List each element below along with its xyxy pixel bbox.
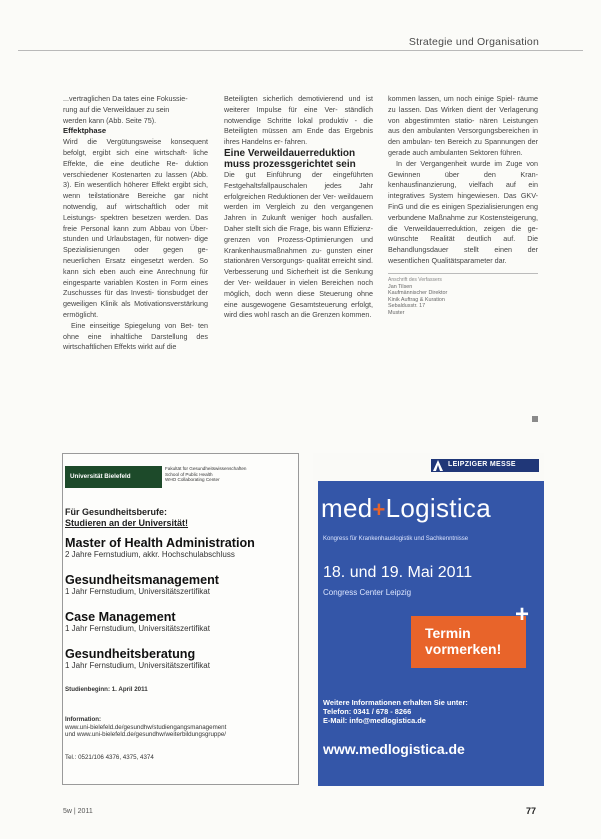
logo-med: med <box>321 493 373 523</box>
cta-line-1: Termin <box>425 625 471 641</box>
author-line: Kinik Auftrag & Kuration <box>388 296 445 303</box>
contact-phone: Telefon: 0341 / 678 - 8266 <box>323 707 412 716</box>
program-title: Master of Health Administration <box>65 536 255 550</box>
logo-logistica: Logistica <box>385 493 491 523</box>
event-website[interactable]: www.medlogistica.de <box>323 741 465 757</box>
medlogistica-ad[interactable] <box>313 453 544 786</box>
article-end-mark <box>532 416 538 422</box>
article-column-2 <box>224 94 373 321</box>
leipziger-messe-logo-icon <box>433 460 443 471</box>
program-item <box>65 536 293 560</box>
author-line: Kaufmännischer Direktor <box>388 290 448 297</box>
program-item <box>65 610 293 634</box>
cta-line-2: vormerken! <box>425 641 502 657</box>
page-number: 77 <box>526 806 537 816</box>
info-url[interactable]: www.uni-bielefeld.de/gesundhw/studiengangsmanagement <box>65 723 227 731</box>
tagline-2-text: Studieren an der Universität! <box>65 518 189 528</box>
info-label: Information: <box>65 716 102 723</box>
plus-icon: + <box>515 601 530 628</box>
contact-line: Weitere Informationen erhalten Sie unter: <box>323 698 468 707</box>
event-subtitle: Kongress für Krankenhauslogistik und Sachkenntnisse <box>323 536 469 542</box>
article-column-3 <box>388 94 538 316</box>
col1-paragraph: Wird die Vergütungsweise konsequent befolgt, ergibt sich eine wirtschaft- liche Effekte, die eine deutliche Re- duktion verschiedener Kostenarten zu lassen (Abb. 3). Ein wesentlich höherer Effekt ergibt sich, wenn teilstationäre Bereiche gar nicht notwendig, auf wirtschaftlich oder mit Leistungs- spektren besetzen werden. Das freie Personal kann zum Abbau von Über- stunden und Urlaubstagen, für notwen- dige Spezialisierungen oder gegen ge- neuerlichen Ersatz eingesetzt werden. So kann sich eben auch eine Anrechnung für eingesparte variablen Kosten in Form eines Zuschusses für das Investi- tionsbudget der geweiligen Klinik als Motivationsverstärkung ermöglicht. <box>63 137 208 319</box>
logo-plus: + <box>372 497 386 522</box>
author-divider <box>388 273 538 274</box>
phone-number: Tel.: 0521/106 4376, 4375, 4374 <box>65 754 154 761</box>
info-block <box>65 716 293 739</box>
article-column-1 <box>63 94 208 353</box>
program-item <box>65 573 293 597</box>
col1-paragraph: Eine einseitige Spiegelung von Bet- ten ohne eine inhaltliche Darstellung des wirtschaftlichen Effekts wirkt auf die <box>63 320 208 352</box>
author-line: Muster <box>388 309 405 316</box>
program-desc: 1 Jahr Fernstudium, Universitätszertifikat <box>65 624 210 633</box>
program-title: Gesundheitsmanagement <box>65 573 219 587</box>
cta-text[interactable] <box>425 625 501 657</box>
issue-label: 5w | 2011 <box>63 808 93 815</box>
study-start: Studienbeginn: 1. April 2011 <box>65 686 148 693</box>
col3-paragraph: kommen lassen, um noch einige Spiel- räume zu lassen. Das Wirken dient der Verlagerung von abgestimmten statio- nären Leistungen aus den ambulanten Versorgungsbereichen in den ambulan- ten Bereich zu Spannungen der gerade auch ambulanten Sektoren führen. <box>388 94 538 157</box>
author-caption: Anschrift des Verfassers <box>388 276 442 283</box>
info-url[interactable]: und www.uni-bielefeld.de/gesundhw/weiterbildungsgruppe/ <box>65 731 226 739</box>
contact-info <box>323 698 468 725</box>
program-title: Gesundheitsberatung <box>65 647 196 661</box>
medlogistica-logo <box>321 493 491 524</box>
contact-email[interactable]: E-Mail: info@medlogistica.de <box>323 716 426 725</box>
program-title: Case Management <box>65 610 176 624</box>
program-desc: 2 Jahre Fernstudium, akkr. Hochschulabschluss <box>65 550 235 559</box>
col2-paragraph: Die gut Einführung der eingeführten Festgehaltsfallpauschalen jedes Jahr erfolgreichen Reduktionen der Ver- weildauern werden im Vergleich zu den vergangenen Jahren in Zukunft weniger hoch ausfallen. Daher stellt sich die Frage, bis wann Effizienz- grenzen von Prozess-Optimierungen und Krankenhausmaßnahmen zu- gunsten einer stationären Versorgungs- qualität erreicht sind. Verbesserung und Sicherheit ist die Senkung der Ver- weildauer in vielen Bereichen noch möglich, doch wenn diese Steuerung ohne eine ausgewogene Gesamtsteuerung erfolgt, wird dies wohl rasch an die Grenzen kommen. <box>224 169 373 320</box>
event-venue: Congress Center Leipzig <box>323 588 412 597</box>
tagline-1: Für Gesundheitsberufe: <box>65 507 168 517</box>
author-line: Sebaldusstr. 17 <box>388 303 426 310</box>
program-desc: 1 Jahr Fernstudium, Universitätszertifikat <box>65 587 210 596</box>
section-heading: Eine Verweildauerreduktion muss prozessgerichtet sein <box>224 147 356 170</box>
faculty-line: WHO Collaborating Center <box>165 477 220 483</box>
col1-line: ...vertraglichen Da tates eine Fokussie- <box>63 94 188 103</box>
faculty-line: Fakultät für Gesundheitswissenschaften <box>165 466 247 471</box>
university-ad[interactable] <box>62 453 299 785</box>
brand-name: LEIPZIGER MESSE <box>448 461 516 468</box>
subheading-effektphase: Effektphase <box>63 126 107 136</box>
program-item <box>65 647 293 671</box>
col2-paragraph: Beteiligten sicherlich demotivierend und ist weiterer Impulse für eine Ver- ständlich notwendige Schritte lokal produktiv - die Beteiligten müssen am Ende das Ergebnis ihres Handelns er- fahren. <box>224 94 373 147</box>
tagline-2 <box>65 518 293 529</box>
header-divider <box>18 50 583 51</box>
event-date: 18. und 19. Mai 2011 <box>323 564 473 581</box>
author-line: Jan Tilsen <box>388 283 413 290</box>
faculty-info <box>165 466 293 483</box>
university-name: Universität Bielefeld <box>70 473 131 480</box>
section-title: Strategie und Organisation <box>408 36 539 48</box>
col3-paragraph: In der Vergangenheit wurde im Zuge von Gewinnen über den Kran- kenhausfinanzierung, vielfach auf ein integratives System hingewiesen. Das GKV-FinG und die es einigen Spezialisierungen eng verbundene Maßnahme zur Kostensteigerung, die Verweildauerreduktion, zeigen die ge- wünschte Realität deutlich auf. Die Behandlungsdauer stellt einen der wesentlichen Qualitätsparameter dar. <box>388 158 538 265</box>
col1-line: werden kann (Abb. Seite 75). <box>63 115 157 125</box>
program-desc: 1 Jahr Fernstudium, Universitätszertifikat <box>65 661 210 670</box>
col1-line: rung auf die Verweildauer zu sein <box>63 104 170 114</box>
ad-tagline <box>65 507 293 529</box>
leipziger-messe-badge <box>431 459 539 472</box>
faculty-line: School of Public Health <box>165 471 213 477</box>
